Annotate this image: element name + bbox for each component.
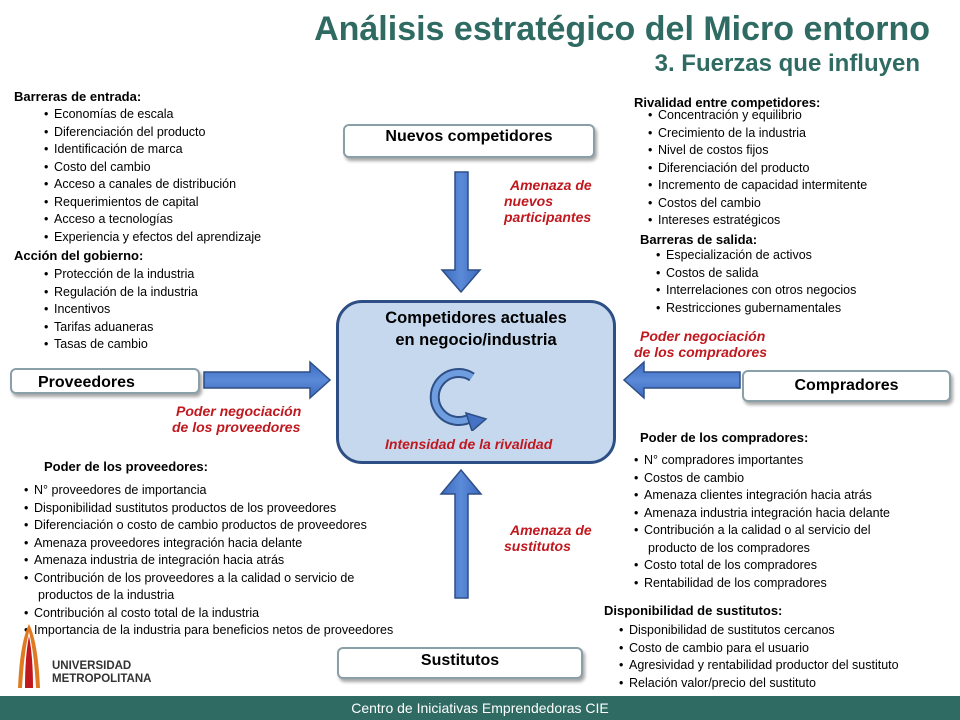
list-item-continuation: producto de los compradores [648, 540, 810, 555]
list-item: • Acceso a canales de distribución [44, 176, 261, 194]
logo-line2: METROPOLITANA [52, 673, 152, 685]
list-item: • Protección de la industria [44, 266, 198, 284]
rivalidad-heading: Rivalidad entre competidores: [634, 95, 821, 110]
list-item: • Disponibilidad de sustitutos cercanos [619, 622, 899, 640]
logo-line1: UNIVERSIDAD [52, 660, 132, 672]
poder-compradores-heading: Poder de los compradores: [640, 430, 809, 445]
list-item: • Contribución de los proveedores a la calidad o servicio de [24, 570, 393, 588]
list-item: • Requerimientos de capital [44, 194, 261, 212]
list-item: • Agresividad y rentabilidad productor del sustituto [619, 657, 899, 675]
sustitutos-heading: Disponibilidad de sustitutos: [604, 603, 783, 618]
list-item: • Costos de salida [656, 265, 856, 283]
substitutes-force-label [504, 522, 592, 554]
footer-bar: Centro de Iniciativas Emprendedoras CIE [0, 696, 960, 720]
list-item: • Incremento de capacidad intermitente [648, 177, 867, 195]
list-item: • Amenaza clientes integración hacia atrás [634, 487, 890, 505]
list-item: • Rentabilidad de los compradores [634, 575, 890, 593]
rivalry-label: Intensidad de la rivalidad [385, 436, 553, 452]
buyers-box: Compradores [742, 370, 951, 402]
force-line: de los compradores [634, 344, 768, 360]
center-title-line2: en negocio/industria [395, 331, 557, 349]
list-item: • Crecimiento de la industria [648, 125, 867, 143]
list-item: • Amenaza proveedores integración hacia delante [24, 535, 393, 553]
force-line: de los proveedores [172, 419, 301, 435]
force-line: Amenaza de [510, 177, 592, 193]
list-item: • Costos del cambio [648, 195, 867, 213]
page-subtitle: 3. Fuerzas que influyen [654, 50, 920, 77]
barreras-salida-heading: Barreras de salida: [640, 232, 758, 247]
list-item: • Concentración y equilibrio [648, 107, 867, 125]
force-line: Amenaza de [510, 522, 592, 538]
arrow-left-buyers [624, 362, 740, 398]
substitutes-box: Sustitutos [337, 647, 583, 679]
arrow-right-suppliers [204, 362, 330, 398]
list-item: • Diferenciación del producto [648, 160, 867, 178]
force-line: Poder negociación [640, 328, 766, 344]
list-item: • Interrelaciones con otros negocios [656, 282, 856, 300]
center-title-line1: Competidores actuales [385, 309, 567, 327]
list-item: • Costos de cambio [634, 470, 890, 488]
list-item: • Experiencia y efectos del aprendizaje [44, 229, 261, 247]
buyers-power-force-label [634, 328, 768, 360]
list-item-continuation: productos de la industria [38, 588, 175, 602]
sustitutos-list [619, 622, 899, 692]
arrow-up-substitutes [441, 470, 481, 598]
list-item: • N° compradores importantes [634, 452, 890, 470]
list-item: • N° proveedores de importancia [24, 482, 393, 500]
list-item: • Costo del cambio [44, 159, 261, 177]
center-title [336, 307, 616, 351]
list-item: • Especialización de activos [656, 247, 856, 265]
list-item: • Contribución a la calidad o al servicio del [634, 522, 890, 540]
list-item: • Diferenciación o costo de cambio productos de proveedores [24, 517, 393, 535]
poder-proveedores-list [24, 482, 393, 640]
list-item: • Nivel de costos fijos [648, 142, 867, 160]
barreras-entrada-heading: Barreras de entrada: [14, 89, 142, 104]
list-item: • Restricciones gubernamentales [656, 300, 856, 318]
arrow-down-new-entrants [442, 172, 480, 292]
list-item: • Contribución al costo total de la industria [24, 605, 393, 623]
suppliers-power-force-label [172, 403, 302, 435]
list-item: • Intereses estratégicos [648, 212, 867, 230]
list-item: • Acceso a tecnologías [44, 211, 261, 229]
list-item: • Regulación de la industria [44, 284, 198, 302]
list-item: • Tasas de cambio [44, 336, 198, 354]
force-line: Poder negociación [176, 403, 302, 419]
list-item: • Tarifas aduaneras [44, 319, 198, 337]
cycle-icon [420, 365, 500, 431]
list-item: • Costo total de los compradores [634, 557, 890, 575]
list-item: • Importancia de la industria para beneficios netos de proveedores [24, 622, 393, 640]
new-entrants-force-label [504, 177, 592, 225]
new-competitors-box: Nuevos competidores [343, 124, 595, 158]
university-logo-text [52, 660, 151, 686]
force-line: sustitutos [504, 538, 571, 554]
list-item: • Amenaza industria de integración hacia atrás [24, 552, 393, 570]
list-item: • Economías de escala [44, 106, 261, 124]
list-item: • Diferenciación del producto [44, 124, 261, 142]
poder-proveedores-heading: Poder de los proveedores: [44, 459, 208, 474]
accion-gobierno-heading: Acción del gobierno: [14, 248, 144, 263]
suppliers-box: Proveedores [10, 368, 200, 394]
list-item: • Amenaza industria integración hacia delante [634, 505, 890, 523]
force-line: participantes [504, 209, 592, 225]
list-item: • Identificación de marca [44, 141, 261, 159]
list-item: • Relación valor/precio del sustituto [619, 675, 899, 693]
university-logo-icon [14, 622, 44, 690]
list-item: • Incentivos [44, 301, 198, 319]
list-item: • Disponibilidad sustitutos productos de los proveedores [24, 500, 393, 518]
list-item: • Costo de cambio para el usuario [619, 640, 899, 658]
poder-compradores-list [634, 452, 890, 592]
force-line: nuevos [504, 193, 554, 209]
page-title: Análisis estratégico del Micro entorno [314, 10, 930, 48]
